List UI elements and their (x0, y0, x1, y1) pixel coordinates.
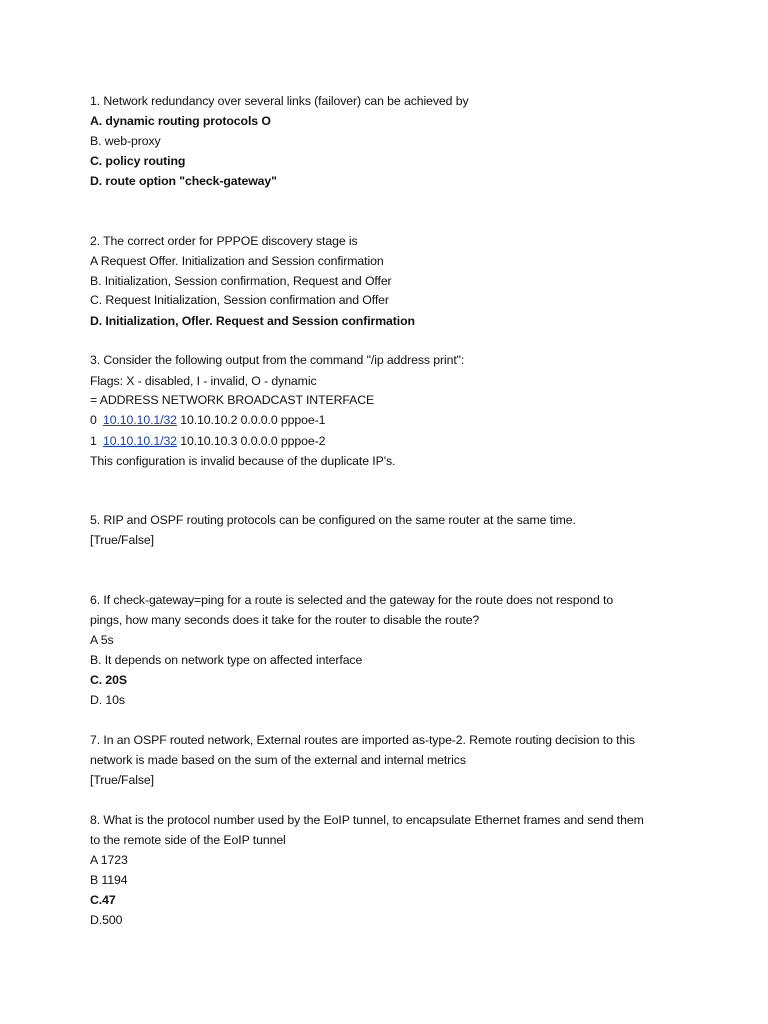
q3-stem: 3. Consider the following output from the command "/ip address print": (90, 353, 465, 367)
q6-option-d: D. 10s (90, 693, 125, 707)
q1-option-c: C. policy routing (90, 154, 186, 168)
q8-option-d: D.500 (90, 913, 123, 927)
q3-flags: Flags: X - disabled, I - invalid, O - dynamic (90, 374, 317, 388)
q6-stem-line2: pings, how many seconds does it take for the router to disable the route? (90, 613, 480, 627)
q3-statement: This configuration is invalid because of the duplicate IP's. (90, 454, 396, 468)
q7-stem-line1: 7. In an OSPF routed network, External routes are imported as-type-2. Remote routing decision to this (90, 733, 635, 747)
q8-option-b: B 1194 (90, 873, 128, 887)
q7-answer: [True/False] (90, 773, 154, 787)
q8-stem-line2: to the remote side of the EoIP tunnel (90, 833, 286, 847)
q6-option-c: C. 20S (90, 673, 127, 687)
row-index: 1 (90, 434, 97, 448)
q5-stem: 5. RIP and OSPF routing protocols can be configured on the same router at the same time. (90, 513, 576, 527)
address-link[interactable]: 10.10.10.1/32 (103, 413, 177, 427)
q2-option-d: D. Initialization, Ofler. Request and Session confirmation (90, 314, 415, 328)
q1-option-b: B. web-proxy (90, 134, 161, 148)
q2-option-b: B. Initialization, Session confirmation, Request and Offer (90, 274, 392, 288)
q8-option-c: C.47 (90, 893, 116, 907)
q7-stem-line2: network is made based on the sum of the external and internal metrics (90, 753, 466, 767)
row-details: 10.10.10.3 0.0.0.0 pppoe-2 (176, 434, 326, 448)
q3-table-row (90, 412, 325, 428)
q2-option-c: C. Request Initialization, Session confirmation and Offer (90, 293, 389, 307)
q8-stem-line1: 8. What is the protocol number used by the EoIP tunnel, to encapsulate Ethernet frames and send them (90, 813, 644, 827)
address-link[interactable]: 10.10.10.1/32 (103, 434, 177, 448)
q3-table-row (90, 433, 325, 449)
q1-option-d: D. route option "check-gateway" (90, 174, 277, 188)
q6-stem-line1: 6. If check-gateway=ping for a route is selected and the gateway for the route does not respond to (90, 593, 614, 607)
q6-option-b: B. It depends on network type on affected interface (90, 653, 363, 667)
q2-stem: 2. The correct order for PPPOE discovery stage is (90, 234, 358, 248)
q1-stem: 1. Network redundancy over several links (failover) can be achieved by (90, 94, 469, 108)
q5-answer: [True/False] (90, 533, 154, 547)
row-details: 10.10.10.2 0.0.0.0 pppoe-1 (176, 413, 326, 427)
q2-option-a: A Request Offer. Initialization and Session confirmation (90, 254, 384, 268)
q8-option-a: A 1723 (90, 853, 128, 867)
q1-option-a: A. dynamic routing protocols O (90, 114, 271, 128)
row-index: 0 (90, 413, 97, 427)
q3-table-header: = ADDRESS NETWORK BROADCAST INTERFACE (90, 393, 375, 407)
q6-option-a: A 5s (90, 633, 114, 647)
